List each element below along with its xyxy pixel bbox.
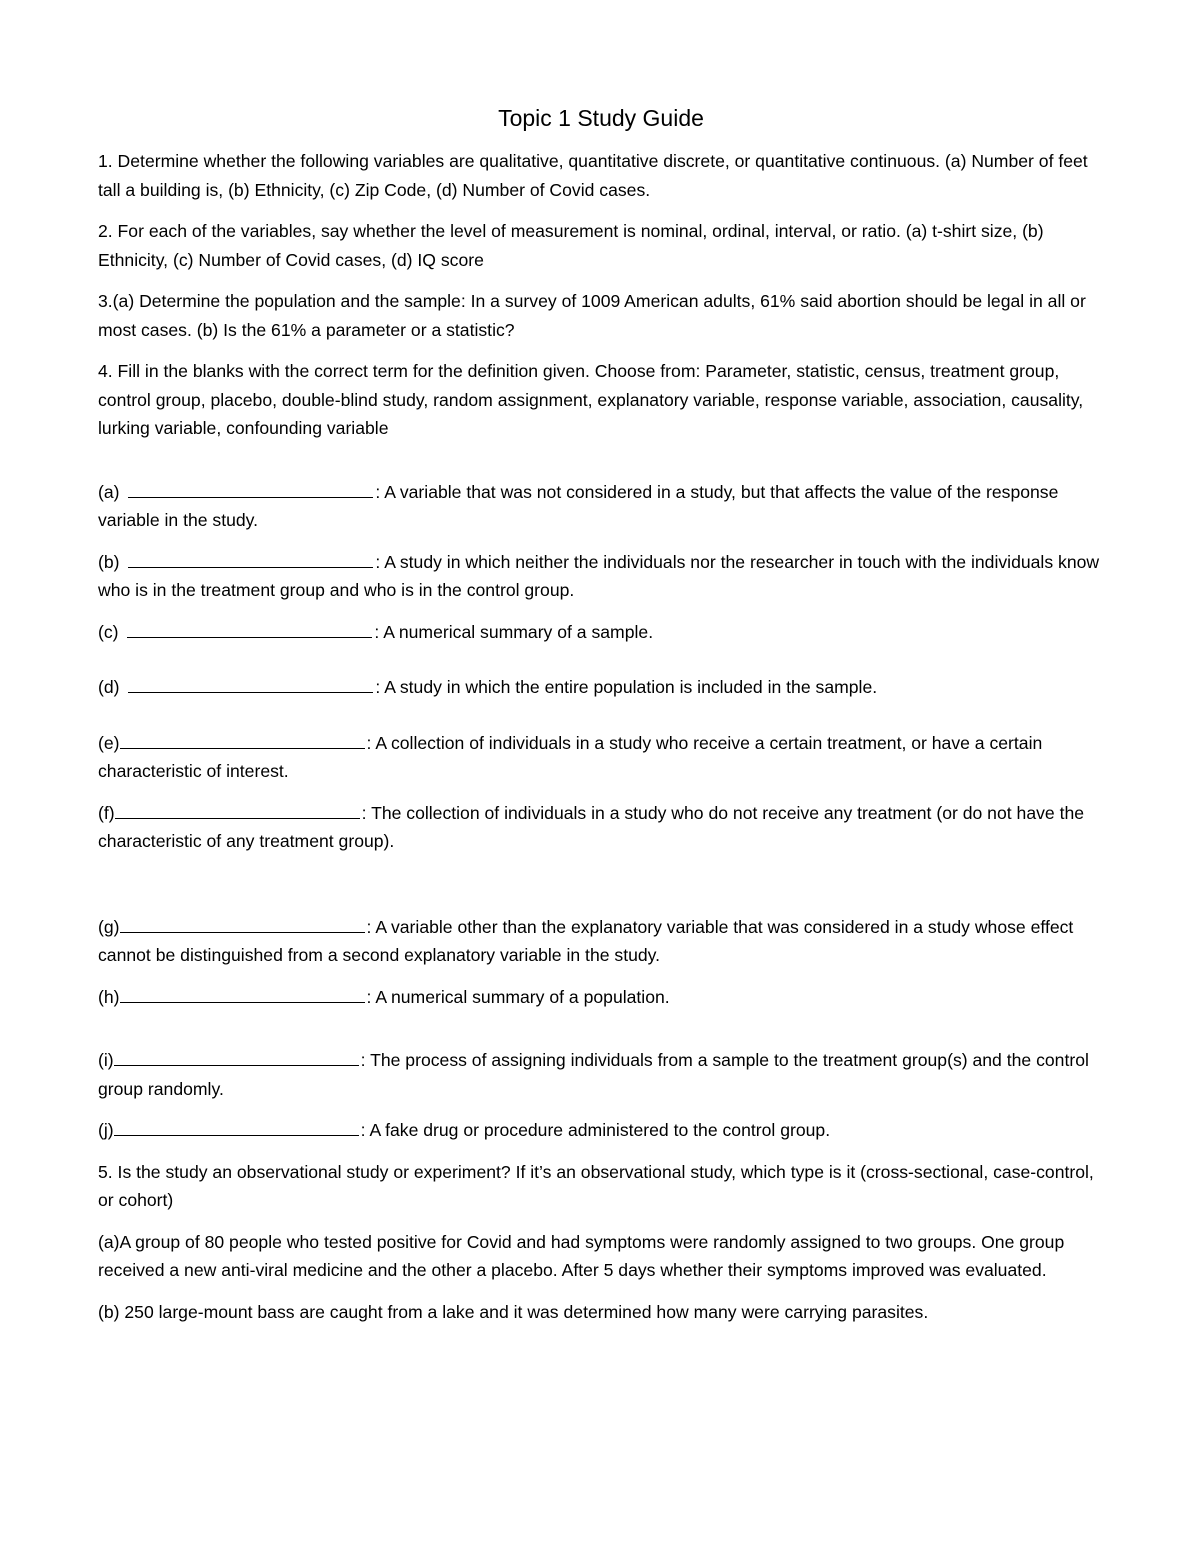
q4-item-e-text: : A collection of individuals in a study who receive a certain treatment, or have a certain characteristic of interest. — [98, 732, 1043, 781]
q4-item-j-label: (j) — [98, 1120, 114, 1140]
q4-item-e-blank[interactable] — [120, 733, 365, 749]
q4-item-b-label: (b) — [98, 551, 125, 572]
q4-item-d-text: : A study in which the entire population is included in the sample. — [375, 677, 878, 697]
question-1: 1. Determine whether the following variables are qualitative, quantitative discrete, or quantitative continuous. (a) Number of feet tall a building is, (b) Ethnicity, (c) Zip Code, (d) Number of Covid cases. — [98, 151, 1088, 200]
q4-item-i — [98, 1046, 1104, 1103]
q4-item-g-blank[interactable] — [120, 917, 365, 933]
document-page — [98, 103, 1104, 1339]
q4-item-d — [98, 673, 1104, 702]
q4-item-f-text: : The collection of individuals in a study who do not receive any treatment (or do not have the characteristic of any treatment group). — [98, 802, 1085, 851]
q4-item-c — [98, 618, 1104, 647]
q4-item-b-text: : A study in which neither the individuals nor the researcher in touch with the individuals know who is in the treatment group and who is in the control group. — [98, 551, 1100, 600]
question-5: 5. Is the study an observational study or experiment? If it’s an observational study, which type is it (cross-sectional, case-control, or cohort) — [98, 1161, 1094, 1210]
q4-item-a-text: : A variable that was not considered in a study, but that affects the value of the response variable in the study. — [98, 481, 1059, 530]
q4-item-h-text: : A numerical summary of a population. — [366, 986, 670, 1007]
q4-item-c-text: : A numerical summary of a sample. — [374, 621, 654, 642]
q4-item-i-blank[interactable] — [114, 1050, 359, 1066]
q4-item-h — [98, 983, 1104, 1012]
q4-item-h-label: (h) — [98, 986, 120, 1007]
q4-item-g-text: : A variable other than the explanatory variable that was considered in a study whose effect cannot be distinguished from a second explanatory variable in the study. — [98, 916, 1074, 965]
q4-item-f-blank[interactable] — [115, 803, 360, 819]
q4-item-i-label: (i) — [98, 1050, 114, 1070]
q4-item-g — [98, 913, 1104, 970]
q4-item-j-text: : A fake drug or procedure administered to the control group. — [360, 1120, 831, 1140]
q4-item-b — [98, 548, 1104, 605]
q4-item-d-blank[interactable] — [128, 677, 373, 693]
question-3: 3.(a) Determine the population and the sample: In a survey of 1009 American adults, 61% said abortion should be legal in all or most cases. (b) Is the 61% a parameter or a statistic? — [98, 291, 1086, 340]
page-title: Topic 1 Study Guide — [498, 105, 704, 131]
question-2: 2. For each of the variables, say whether the level of measurement is nominal, ordinal, interval, or ratio. (a) t-shirt size, (b) Ethnicity, (c) Number of Covid cases, (d) IQ score — [98, 221, 1044, 270]
question-4: 4. Fill in the blanks with the correct term for the definition given. Choose from: Parameter, statistic, census, treatment group, control group, placebo, double-blind study, random assignment, explanatory variable, response variable, association, causality, lurking variable, confounding variable — [98, 361, 1084, 438]
q4-item-e — [98, 729, 1104, 786]
q4-item-j-blank[interactable] — [114, 1120, 359, 1136]
q4-item-c-label: (c) — [98, 621, 124, 642]
q4-item-a-blank[interactable] — [128, 482, 373, 498]
q4-item-a — [98, 478, 1104, 535]
q4-item-h-blank[interactable] — [120, 987, 365, 1003]
q4-item-e-label: (e) — [98, 732, 120, 753]
q4-item-f — [98, 799, 1104, 856]
q4-item-a-label: (a) — [98, 481, 125, 502]
question-5a: (a)A group of 80 people who tested positive for Covid and had symptoms were randomly assigned to two groups. One group received a new anti-viral medicine and the other a placebo. After 5 days whether their symptoms improved was evaluated. — [98, 1231, 1065, 1280]
q4-item-d-label: (d) — [98, 677, 125, 697]
q4-item-g-label: (g) — [98, 916, 120, 937]
q4-item-b-blank[interactable] — [128, 552, 373, 568]
question-5b: (b) 250 large-mount bass are caught from a lake and it was determined how many were carrying parasites. — [98, 1301, 929, 1322]
q4-item-f-label: (f) — [98, 802, 115, 823]
q4-item-i-text: : The process of assigning individuals from a sample to the treatment group(s) and the control group randomly. — [98, 1050, 1089, 1099]
q4-item-c-blank[interactable] — [127, 622, 372, 638]
q4-item-j — [98, 1116, 1104, 1145]
